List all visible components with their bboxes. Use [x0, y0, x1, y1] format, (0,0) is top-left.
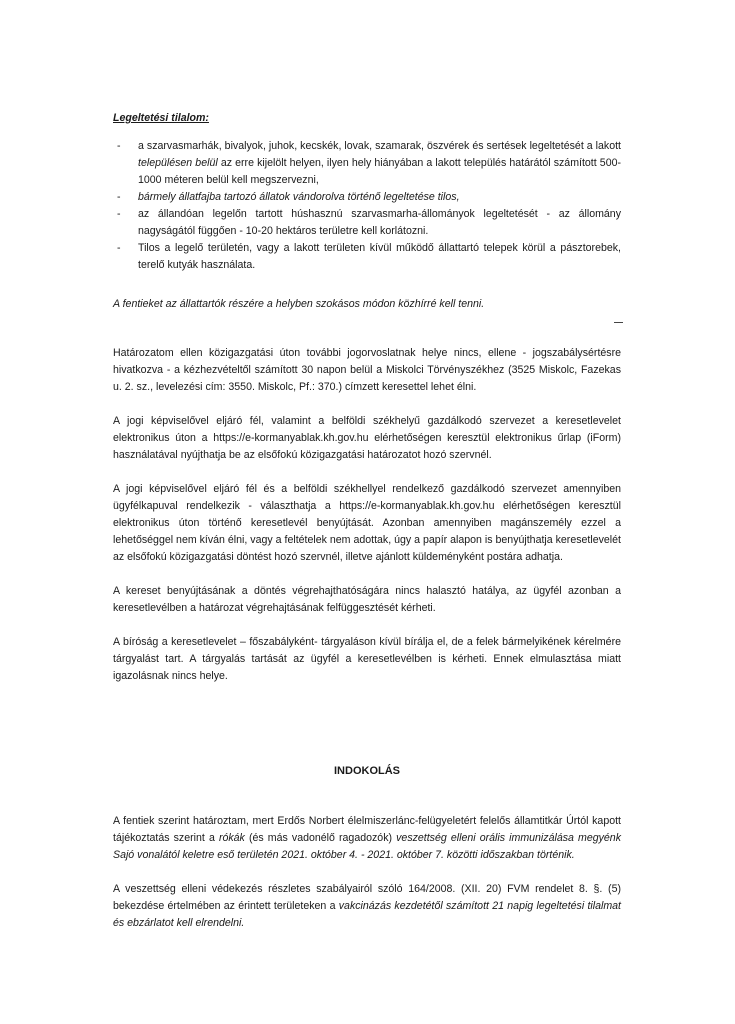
- suspension-paragraph: A kereset benyújtásának a döntés végrehajthatóságára nincs halasztó hatálya, az ügyfél azonban a keresetlevélben a határozat végrehajtásának felfüggesztését kérheti.: [113, 585, 621, 614]
- public-notice: A fentieket az állattartók részére a helyben szokásos módon közhírré kell tenni.: [113, 298, 485, 310]
- ban-item: - az állandóan legelőn tartott húshasznú szarvasmarha-állományok legeltetését - az állomány nagyságától függően - 10-20 hektáros területre kell korlátozni.: [117, 208, 621, 237]
- reasoning-paragraph: A fentiek szerint határoztam, mert Erdős Norbert élelmiszerlánc-felügyeletért felelős államtitkár Úrtól kapott tájékoztatás szerint a rókák (és más vadonélő ragadozók) veszettség elleni orális immunizálása megyénk Sajó vonalától keletre eső területén 2021. október 4. - 2021. október 7. közötti időszakban történik.: [113, 815, 621, 861]
- appeal-paragraph: Határozatom ellen közigazgatási úton további jogorvoslatnak helye nincs, ellene - jogszabálysértésre hivatkozva - a kézhezvételtől számított 30 napon belül a Miskolci Törvényszékhez (3525 Miskolc, Fazekas u. 2. sz., levelezési cím: 3550. Miskolc, Pf.: 370.) címzett keresettel lehet élni.: [113, 347, 621, 393]
- ban-list: [113, 138, 621, 274]
- court-hearing-paragraph: A bíróság a keresetlevelet – főszabályként- tárgyaláson kívül bírálja el, de a felek bármelyikének kérelmére tárgyalást tart. A tárgyalás tartását az ügyfél a keresetlevélben is kérheti. Ennek elmulasztása miatt igazolásnak nincs helye.: [113, 636, 621, 682]
- ban-item: - bármely állatfajba tartozó állatok vándorolva történő legeltetése tilos,: [117, 191, 460, 203]
- ban-item: - a szarvasmarhák, bivalyok, juhok, kecskék, lovak, szamarak, öszvérek és sertések legeltetését a lakott településen belül az erre kijelölt helyen, ilyen hely hiányában a lakott település határától számított 500-1000 méteren belül kell megszervezni,: [117, 140, 622, 186]
- electronic-filing-paragraph: A jogi képviselővel eljáró fél, valamint a belföldi székhelyű gazdálkodó szervezet a keresetlevelet elektronikus úton a https://e-kormanyablak.kh.gov.hu elérhetőségen keresztül elektronikus űrlap (iForm) használatával nyújthatja be az elsőfokú közigazgatási határozatot hozó szervnél.: [113, 415, 621, 461]
- client-gateway-paragraph: A jogi képviselővel eljáró fél és a belföldi székhellyel rendelkező gazdálkodó szervezet amennyiben ügyfélkapuval rendelkezik - választhatja a https://e-kormanyablak.kh.gov.hu elérhetőségen keresztül elektronikus úton történő keresetlevél benyújtását. Azonban amennyiben magánszemély ezzel a lehetőséggel nem kíván élni, vagy a feltételek nem adottak, úgy a papír alapon is benyújthatja keresetlevelét az elsőfokú közigazgatási döntést hozó szervnél, illetve ajánlott küldeményként postára adhatja.: [113, 483, 621, 563]
- ban-item: - Tilos a legelő területén, vagy a lakott területen kívül működő állattartó telepek körül a pásztorebek, terelő kutyák használata.: [117, 242, 621, 271]
- reasoning-heading: INDOKOLÁS: [334, 765, 400, 777]
- legal-basis-paragraph: A veszettség elleni védekezés részletes szabályairól szóló 164/2008. (XII. 20) FVM rendelet 8. §. (5) bekezdése értelmében az érintett területeken a vakcinázás kezdetétől számított 21 napig legeltetési tilalmat és ebzárlatot kell elrendelni.: [113, 883, 621, 929]
- section-title: Legeltetési tilalom:: [113, 112, 209, 124]
- stray-mark: [614, 322, 623, 323]
